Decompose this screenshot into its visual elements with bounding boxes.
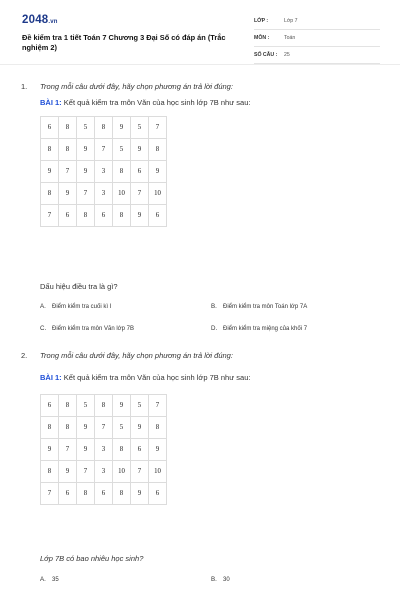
table-cell: 9 — [113, 395, 131, 417]
table-cell: 7 — [77, 183, 95, 205]
scores-table — [40, 394, 167, 505]
header-divider — [0, 64, 400, 65]
option-letter: B. — [211, 576, 217, 583]
table-cell: 7 — [131, 183, 149, 205]
table-cell: 7 — [95, 417, 113, 439]
exam-title: Đề kiểm tra 1 tiết Toán 7 Chương 3 Đại Số có đáp án (Trắc nghiệm 2) — [22, 33, 226, 52]
answer-option-c[interactable] — [40, 325, 134, 332]
table-row — [41, 183, 167, 205]
scores-table — [40, 116, 167, 227]
table-cell: 9 — [41, 161, 59, 183]
table-cell: 9 — [149, 439, 167, 461]
table-cell: 7 — [59, 161, 77, 183]
table-cell: 9 — [77, 161, 95, 183]
table-cell: 8 — [113, 205, 131, 227]
table-cell: 8 — [59, 117, 77, 139]
table-row — [41, 117, 167, 139]
table-cell: 5 — [77, 395, 95, 417]
table-cell: 7 — [149, 395, 167, 417]
table-cell: 9 — [77, 139, 95, 161]
exercise-label: BÀI 1: — [40, 373, 62, 382]
question-ask: Dấu hiệu điều tra là gì? — [40, 282, 118, 291]
table-cell: 9 — [113, 117, 131, 139]
table-cell: 8 — [41, 183, 59, 205]
table-cell: 6 — [131, 161, 149, 183]
table-cell: 7 — [131, 461, 149, 483]
table-cell: 6 — [95, 205, 113, 227]
table-cell: 5 — [77, 117, 95, 139]
option-letter: C. — [40, 325, 47, 332]
exam-meta — [254, 15, 380, 66]
answer-option-a[interactable] — [40, 303, 111, 310]
table-cell: 5 — [113, 417, 131, 439]
table-cell: 8 — [149, 139, 167, 161]
table-cell: 9 — [77, 417, 95, 439]
meta-label: SỐ CÂU : — [254, 52, 278, 58]
exercise-heading — [40, 98, 250, 107]
table-cell: 8 — [41, 461, 59, 483]
table-cell: 8 — [95, 395, 113, 417]
answer-option-b[interactable] — [211, 303, 307, 310]
table-cell: 5 — [131, 117, 149, 139]
meta-value: Toán — [284, 35, 296, 41]
option-text: Điểm kiểm tra cuối kì I — [52, 304, 112, 310]
table-row — [41, 395, 167, 417]
table-cell: 7 — [59, 439, 77, 461]
table-cell: 8 — [77, 205, 95, 227]
table-cell: 7 — [77, 461, 95, 483]
table-cell: 6 — [59, 205, 77, 227]
exercise-text: Kết quả kiểm tra môn Văn của học sinh lớp 7B như sau: — [63, 98, 251, 107]
table-cell: 8 — [95, 117, 113, 139]
table-cell: 3 — [95, 461, 113, 483]
table-cell: 9 — [131, 483, 149, 505]
meta-subject-row — [254, 32, 380, 47]
meta-value: Lớp 7 — [284, 18, 298, 24]
table-cell: 6 — [149, 483, 167, 505]
table-cell: 8 — [59, 139, 77, 161]
question-number: 1. — [21, 82, 28, 91]
table-cell: 9 — [149, 161, 167, 183]
table-cell: 10 — [149, 461, 167, 483]
table-cell: 9 — [131, 205, 149, 227]
table-cell: 6 — [41, 395, 59, 417]
meta-label: LỚP : — [254, 18, 269, 24]
option-letter: B. — [211, 303, 217, 310]
question-prompt: Trong mỗi câu dưới đây, hãy chọn phương án trả lời đúng: — [40, 351, 233, 360]
option-text: Điểm kiểm tra môn Văn lớp 7B — [52, 326, 134, 332]
table-row — [41, 161, 167, 183]
table-cell: 9 — [77, 439, 95, 461]
table-cell: 7 — [41, 483, 59, 505]
meta-count-row — [254, 49, 380, 64]
option-text: 30 — [223, 577, 230, 583]
meta-label: MÔN : — [254, 35, 270, 41]
table-cell: 10 — [113, 183, 131, 205]
exercise-heading — [40, 373, 250, 382]
table-cell: 6 — [131, 439, 149, 461]
answer-option-a[interactable] — [40, 576, 59, 583]
table-cell: 5 — [113, 139, 131, 161]
question-ask: Lớp 7B có bao nhiêu học sinh? — [40, 554, 144, 563]
table-cell: 8 — [149, 417, 167, 439]
table-cell: 9 — [131, 139, 149, 161]
site-logo[interactable]: 2048.vn — [22, 14, 58, 26]
table-cell: 8 — [59, 395, 77, 417]
table-cell: 9 — [131, 417, 149, 439]
table-cell: 6 — [41, 117, 59, 139]
option-text: Điểm kiểm tra môn Toán lớp 7A — [223, 304, 308, 310]
answer-option-d[interactable] — [211, 325, 307, 332]
option-text: 35 — [52, 577, 59, 583]
table-cell: 9 — [41, 439, 59, 461]
table-cell: 9 — [59, 183, 77, 205]
option-text: Điểm kiểm tra miệng của khối 7 — [223, 326, 308, 332]
question-prompt: Trong mỗi câu dưới đây, hãy chọn phương án trả lời đúng: — [40, 82, 233, 91]
table-cell: 7 — [149, 117, 167, 139]
table-cell: 3 — [95, 439, 113, 461]
table-cell: 8 — [59, 417, 77, 439]
table-cell: 8 — [41, 417, 59, 439]
table-row — [41, 205, 167, 227]
option-letter: D. — [211, 325, 218, 332]
table-cell: 8 — [113, 161, 131, 183]
table-row — [41, 417, 167, 439]
table-cell: 3 — [95, 161, 113, 183]
table-cell: 6 — [59, 483, 77, 505]
table-cell: 6 — [149, 205, 167, 227]
answer-option-b[interactable] — [211, 576, 230, 583]
table-cell: 6 — [95, 483, 113, 505]
table-cell: 9 — [59, 461, 77, 483]
table-cell: 7 — [95, 139, 113, 161]
table-cell: 10 — [113, 461, 131, 483]
table-row — [41, 439, 167, 461]
meta-value: 25 — [284, 52, 290, 58]
question-number: 2. — [21, 351, 28, 360]
table-cell: 8 — [113, 483, 131, 505]
table-cell: 10 — [149, 183, 167, 205]
table-row — [41, 139, 167, 161]
table-cell: 8 — [77, 483, 95, 505]
table-cell: 3 — [95, 183, 113, 205]
meta-class-row — [254, 15, 380, 30]
table-row — [41, 461, 167, 483]
table-cell: 5 — [131, 395, 149, 417]
option-letter: A. — [40, 303, 46, 310]
page-header — [0, 0, 400, 62]
exercise-label: BÀI 1: — [40, 98, 62, 107]
table-cell: 8 — [113, 439, 131, 461]
table-row — [41, 483, 167, 505]
option-letter: A. — [40, 576, 46, 583]
table-cell: 8 — [41, 139, 59, 161]
table-cell: 7 — [41, 205, 59, 227]
exercise-text: Kết quả kiểm tra môn Văn của học sinh lớp 7B như sau: — [63, 373, 251, 382]
